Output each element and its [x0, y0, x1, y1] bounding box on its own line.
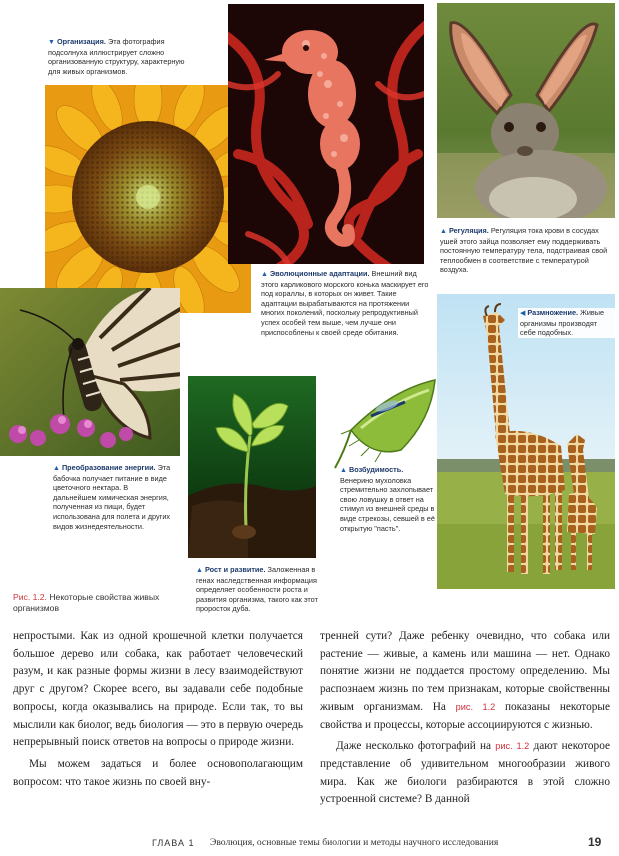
caption-energy [53, 463, 171, 531]
footer-chapter: ГЛАВА 1 [152, 838, 195, 848]
caption-organization [48, 37, 188, 76]
caption-text: Внешний вид этого карликового морского конька маскирует его под кораллы, в которых он живет. Такие адаптации вырабатываются на протяжении многих поколений, поскольку репродуктивный успех особей тем выше, чем лучше они приспособлены к своей среде обитания. [261, 269, 429, 337]
figure-caption-text: Некоторые свойства живых организмов [13, 592, 160, 613]
caption-response [340, 465, 436, 533]
pointer-icon: ▲ [440, 228, 447, 235]
caption-title: Эволюционные адаптации. [269, 269, 370, 278]
figure-caption [13, 592, 163, 614]
text-run: Даже несколько фотографий на [336, 740, 496, 753]
pointer-icon: ▲ [196, 567, 203, 574]
caption-title: Возбудимость. [348, 465, 404, 474]
caption-text: Регуляция тока крови в сосудах ушей этого зайца позволяет ему поддерживать постоянную температуру тела, подстраивая свой теплообмен в соответствие с температурой воздуха. [440, 226, 608, 275]
sunflower-photo [45, 85, 251, 313]
caption-text: Живые организмы производят себе подобных. [520, 308, 605, 338]
caption-growth [196, 565, 330, 614]
paragraph [320, 628, 610, 734]
figure-link[interactable]: рис. 1.2 [495, 741, 530, 752]
figure-number: Рис. 1.2. [13, 592, 47, 602]
caption-text: Заложенная в генах наследственная информация определяет особенности роста и развития организма, такого как этот проросток дуба. [196, 565, 318, 614]
page-footer [0, 836, 619, 854]
caption-text: Эта фотография подсолнуха иллюстрирует сложно организованную структуру, характерную для живых организмов. [48, 37, 185, 76]
caption-adaptation [259, 269, 433, 337]
caption-title: Размножение. [527, 308, 579, 317]
pointer-icon: ▲ [53, 465, 60, 472]
giraffe-photo [437, 294, 615, 589]
caption-regulation [440, 226, 616, 275]
caption-text: Венерино мухоловка стремительно захлопывает свою ловушку в ответ на стимул из внешней среды в виде стрекозы, севшей в её открытую "пасть". [340, 475, 435, 533]
caption-reproduction [518, 308, 616, 338]
butterfly-photo [0, 288, 180, 456]
hare-photo [437, 3, 615, 218]
text-run: дают некоторое представление об удивительном многообразии живого мира. Как же биологи разбираются в этой сложно устроенной системе? В данной [320, 740, 610, 806]
caption-title: Регуляция. [448, 226, 489, 235]
seedling-photo [188, 376, 316, 558]
text-run: показаны некоторые свойства и процессы, которые ассоциируются с жизнью. [320, 700, 611, 731]
pointer-icon: ◀ [520, 310, 526, 317]
caption-title: Преобразование энергии. [61, 463, 156, 472]
pointer-icon: ▼ [48, 39, 55, 46]
figure-link[interactable]: рис. 1.2 [455, 701, 496, 712]
page-number: 19 [588, 835, 602, 849]
paragraph [320, 738, 610, 809]
pointer-icon: ▲ [261, 271, 268, 278]
flytrap-photo [331, 370, 437, 470]
body-column-left [13, 628, 303, 791]
caption-text: Эта бабочка получает питание в виде цветочного нектара. В дальнейшем химическая энергия, полученная из пищи, будет использована для полета и других видов жизнедеятельности. [53, 463, 171, 531]
text-run: тренней сути? Даже ребенку очевидно, что собака или растение — живые, а камень или машина — нет. Однако понятие жизни не поддается простому определению. Мы распознаем жизнь по тем признакам, которые свойственны живым организмам. На [320, 630, 610, 713]
footer-title: Эволюция, основные темы биологии и методы научного исследования [210, 837, 499, 848]
paragraph: непростыми. Как из одной крошечной клетки получается большое дерево или собака, как работает человеческий разум, и как разные формы жизни в лесу взаимодействуют друг с другом? Скорее всего, вы задавали себе подобные вопросы, когда оказывались на природе. Если так, то вы мыслили как биолог, ведь биология — это в первую очередь непрерывный поиск ответов на вопросы о природе жизни. [13, 630, 303, 749]
paragraph: Мы можем задаться и более основополагающим вопросом: что такое жизнь по своей вну- [13, 757, 303, 788]
seahorse-photo [228, 4, 424, 264]
caption-title: Организация. [56, 37, 106, 46]
pointer-icon: ▲ [340, 467, 347, 474]
caption-title: Рост и развитие. [204, 565, 266, 574]
body-column-right [320, 628, 610, 809]
